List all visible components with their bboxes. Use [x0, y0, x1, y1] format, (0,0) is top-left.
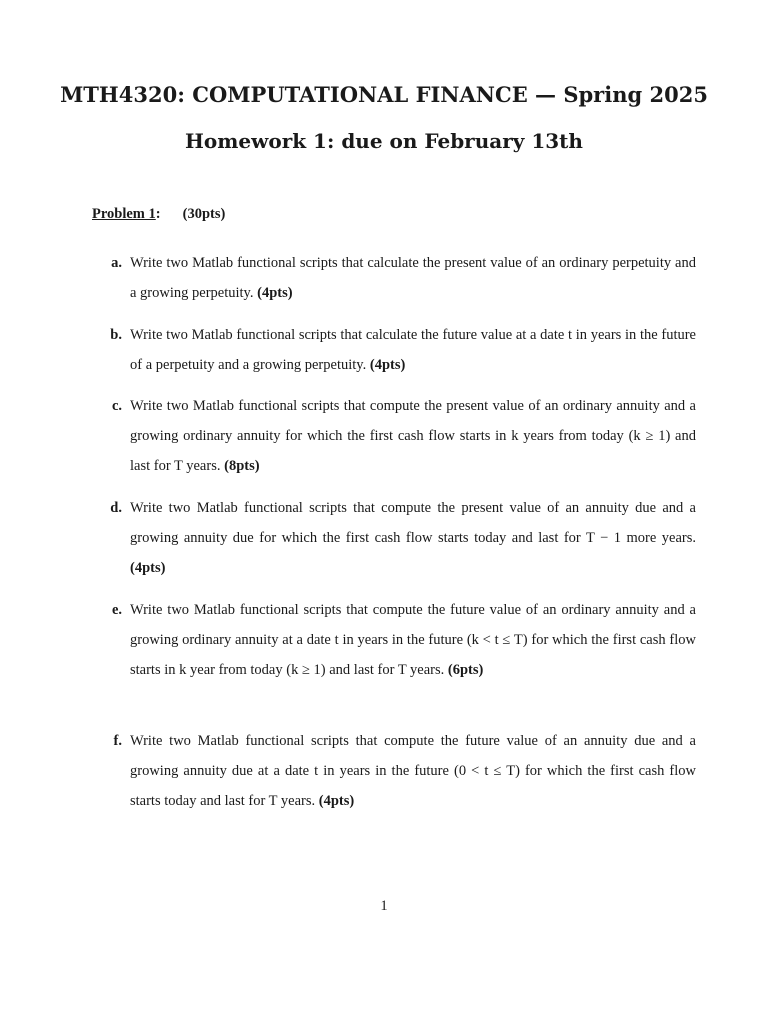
page-title: MTH4320: COMPUTATIONAL FINANCE — Spring 2025	[60, 82, 708, 107]
page-number: 1	[380, 898, 388, 914]
problem-heading	[92, 206, 225, 223]
problem-item-a	[100, 248, 696, 308]
problem-item-c	[100, 391, 696, 481]
item-label: c.	[111, 398, 122, 414]
item-points: (4pts)	[130, 560, 166, 576]
item-points: (4pts)	[257, 285, 293, 301]
item-text: Write two Matlab functional scripts that compute the present value of an ordinary annuity and a growing ordinary annuity for which the first cash flow starts in k years from today (k ≥ 1) and last for T years.	[130, 398, 696, 474]
item-label: d.	[110, 500, 122, 516]
item-text: Write two Matlab functional scripts that compute the future value of an annuity due and a growing annuity due at a date t in years in the future (0 < t ≤ T) for which the first cash flow starts today and last for T years.	[130, 733, 696, 809]
problem-colon: :	[155, 206, 161, 222]
item-label: e.	[111, 602, 122, 618]
item-points: (4pts)	[369, 357, 406, 373]
homework-subtitle: Homework 1: due on February 13th	[185, 129, 583, 153]
problem-item-f	[100, 726, 696, 816]
item-text: Write two Matlab functional scripts that compute the present value of an annuity due and a growing annuity due for which the first cash flow starts today and last for T − 1 more years.	[130, 500, 696, 546]
item-text: Write two Matlab functional scripts that calculate the present value of an ordinary perpetuity and a growing perpetuity.	[130, 255, 696, 301]
item-label: a.	[111, 255, 122, 271]
item-label: f.	[113, 733, 122, 749]
item-points: (6pts)	[447, 662, 484, 678]
problem-item-d	[100, 493, 696, 583]
problem-name: Problem 1	[92, 206, 156, 222]
item-points: (8pts)	[224, 458, 260, 474]
problem-item-b	[100, 320, 696, 380]
problem-item-e	[100, 595, 696, 685]
item-points: (4pts)	[318, 793, 355, 809]
item-text: Write two Matlab functional scripts that compute the future value of an ordinary annuity and a growing ordinary annuity at a date t in years in the future (k < t ≤ T) for which the first cash flow starts in k year from today (k ≥ 1) and last for T years.	[130, 602, 696, 678]
item-text: Write two Matlab functional scripts that calculate the future value at a date t in years in the future of a perpetuity and a growing perpetuity.	[130, 327, 696, 373]
problem-points: (30pts)	[182, 206, 226, 222]
item-label: b.	[110, 327, 122, 343]
